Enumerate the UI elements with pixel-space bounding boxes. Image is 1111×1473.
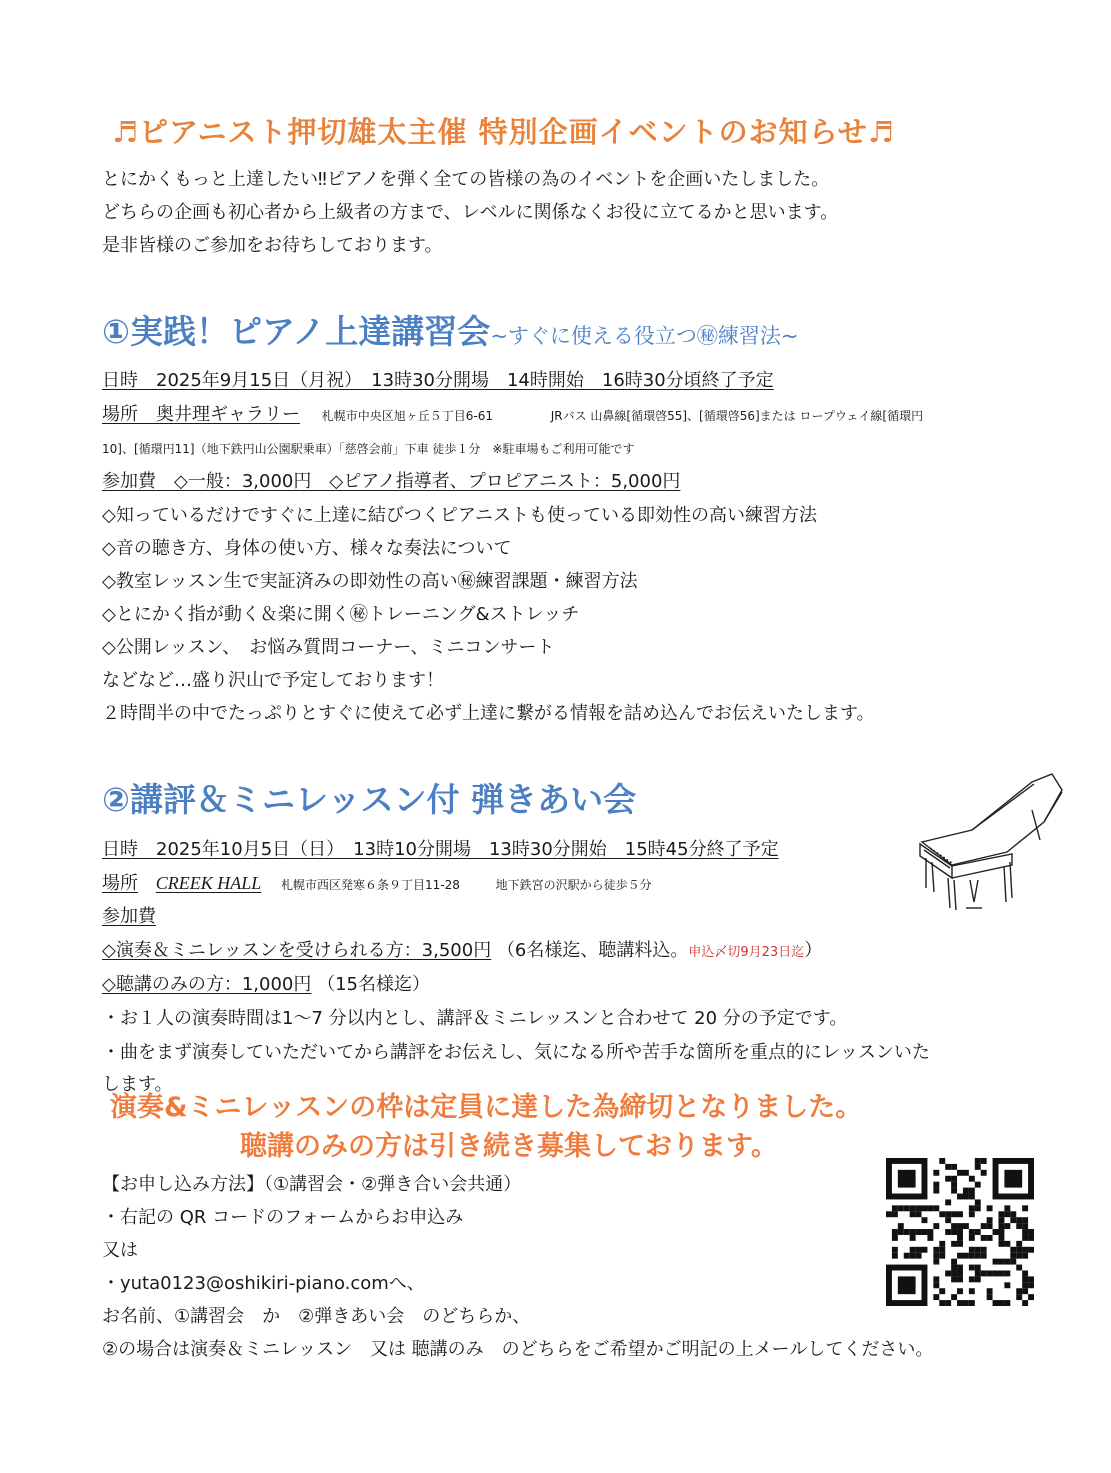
event2-fee1-note-end: ） (804, 940, 823, 961)
apply-line: 又は (102, 1240, 138, 1261)
event2-fee2-text: ◇聴講のみの方：1,000円 (102, 974, 312, 995)
event1-item: ◇教室レッスン生で実証済みの即効性の高い㊙練習課題・練習方法 (102, 571, 638, 592)
qr-code-icon[interactable] (884, 1158, 1036, 1306)
event2-fee1-note: （6名様迄、聴講料込。 (496, 940, 689, 961)
event2-access: 地下鉄宮の沢駅から徒歩５分 (495, 878, 652, 892)
event2-heading: ②講評＆ミニレッスン付 弾きあい会 (102, 780, 637, 819)
event1-access: JRバス 山鼻線[循環啓55]、[循環啓56]または ロープウェイ線[循環円 (550, 409, 924, 423)
event2-place-label: 場所 (102, 873, 138, 894)
event1-address: 札幌市中央区旭ヶ丘５丁目6-61 (321, 409, 493, 423)
intro-text (102, 163, 838, 262)
event2-fee1 (102, 934, 822, 969)
event2-deadline: 申込〆切9月23日迄 (688, 945, 805, 960)
event2-note: します。 (102, 1074, 173, 1095)
event1-heading (102, 306, 799, 353)
event1-title: ①実践！ピアノ上達講習会 (102, 312, 491, 351)
event1-item: ◇とにかく指が動く＆楽に開く㊙トレーニング&ストレッチ (102, 604, 580, 625)
event2-fee-label: 参加費 (102, 906, 156, 927)
intro-line: どちらの企画も初心者から上級者の方まで、レベルに関係なくお役に立てるかと思います。 (102, 202, 839, 223)
event2-note: ・お１人の演奏時間は1～7 分以内とし、講評＆ミニレッスンと合わせて 20 分の予定です。 (102, 1008, 848, 1029)
intro-line: とにかくもっと上達したい‼ピアノを弾く全ての皆様の為のイベントを企画いたしました。 (102, 169, 830, 190)
event1-items (102, 499, 875, 730)
event1-place-label: 場所 奥井理ギャラリー (102, 404, 300, 425)
event1-date: 日時 2025年9月15日（月祝） 13時30分開場 14時開始 16時30分頃終了予定 (102, 370, 774, 391)
event1-item: ◇音の聴き方、身体の使い方、様々な奏法について (102, 538, 512, 559)
event2-note: ・曲をまず演奏していただいてから講評をお伝えし、気になる所や苦手な箇所を重点的にレッスンいた (102, 1042, 930, 1063)
notice-line: 聴講のみの方は引き続き募集しております。 (240, 1131, 778, 1162)
event2-address: 札幌市西区発寒６条９丁目11-28 (280, 878, 460, 892)
event1-item: ◇公開レッスン、 お悩み質問コーナー、ミニコンサート (102, 637, 555, 658)
apply-line: ・右記の QR コードのフォームからお申込み (102, 1207, 464, 1228)
event1-item: ２時間半の中でたっぷりとすぐに使えて必ず上達に繋がる情報を詰め込んでお伝えいたします。 (102, 703, 875, 724)
apply-heading: 【お申し込み方法】（①講習会・②弾き合い会共通） (102, 1174, 522, 1195)
apply-email-line: ・yuta0123@oshikiri-piano.comへ、 (102, 1273, 425, 1294)
event1-fee: 参加費 ◇一般：3,000円 ◇ピアノ指導者、プロピアニスト：5,000円 (102, 471, 681, 492)
event2-date: 日時 2025年10月5日（日） 13時10分開場 13時30分開始 15時45分終了予定 (102, 839, 779, 860)
event2-place (102, 867, 652, 902)
event2-fee1-text: ◇演奏＆ミニレッスンを受けられる方：3,500円 (102, 940, 492, 961)
page-title: ♬ピアニスト押切雄太主催 特別企画イベントのお知らせ♬ (112, 115, 895, 149)
event2-venue: CREEK HALL (155, 873, 262, 893)
apply-line: ②の場合は演奏＆ミニレッスン 又は 聴講のみ のどちらをご希望かご明記の上メールしてください。 (102, 1339, 934, 1360)
grand-piano-icon (912, 770, 1067, 920)
apply-section (102, 1168, 933, 1366)
event1-access-cont: 10]、[循環円11]（地下鉄円山公園駅乗車）「慈啓会前」下車 徒歩１分 ※駐車場もご利用可能です (102, 442, 635, 456)
intro-line: 是非皆様のご参加をお待ちしております。 (102, 235, 443, 256)
event1-subtitle: ~すぐに使える役立つ㊙練習法~ (490, 324, 799, 348)
event2-fee2 (102, 968, 430, 1001)
event1-place (102, 398, 923, 433)
event1-item: ◇知っているだけですぐに上達に結びつくピアニストも使っている即効性の高い練習方法 (102, 505, 817, 526)
apply-line: お名前、①講習会 か ②弾きあい会 のどちらか、 (102, 1306, 531, 1327)
notice-line: 演奏&ミニレッスンの枠は定員に達した為締切となりました。 (110, 1092, 863, 1123)
event2-fee2-note: （15名様迄） (317, 974, 431, 995)
event1-item: などなど…盛り沢山で予定しております！ (102, 670, 444, 691)
